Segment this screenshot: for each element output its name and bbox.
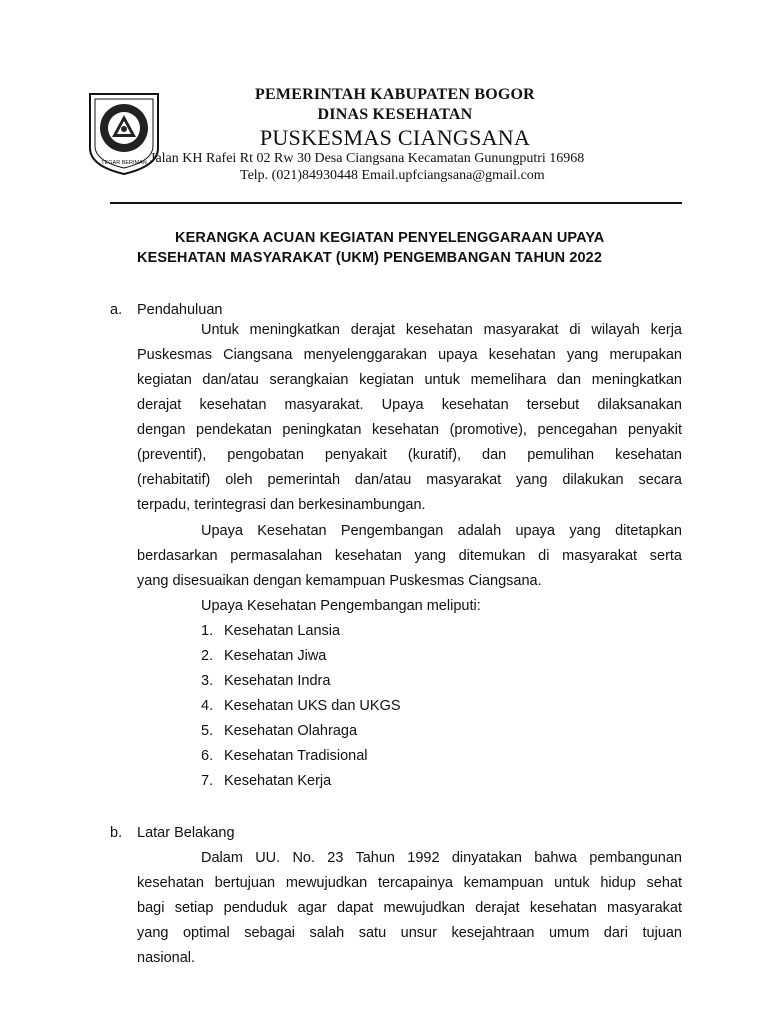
section-a-p1-line: Puskesmas Ciangsana menyelenggarakan upaya kesehatan yang merupakan xyxy=(137,347,682,363)
section-a-p1-line: (preventif), pengobatan penyakait (kuratif), dan pemulihan kesehatan xyxy=(137,447,682,463)
section-a-p2-line: yang disesuaikan dengan kemampuan Puskesmas Ciangsana. xyxy=(137,573,542,589)
list-item-number: 2. xyxy=(201,648,214,664)
kop-address: Jalan KH Rafei Rt 02 Rw 30 Desa Ciangsana Kecamatan Gunungputri 16968 xyxy=(150,151,585,166)
list-item: Kesehatan UKS dan UKGS xyxy=(224,698,401,714)
document-title-line-1: KERANGKA ACUAN KEGIATAN PENYELENGGARAAN UPAYA xyxy=(175,230,605,246)
list-item: Kesehatan Lansia xyxy=(224,623,341,639)
list-item: Kesehatan Olahraga xyxy=(224,723,358,739)
list-item: Kesehatan Indra xyxy=(224,673,331,689)
section-a-p1-line: Untuk meningkatkan derajat kesehatan masyarakat di wilayah kerja xyxy=(201,322,682,338)
kop-department: DINAS KESEHATAN xyxy=(317,106,473,123)
logo-motto: TEGAR BERIMAN xyxy=(101,160,147,166)
document-title-line-2: KESEHATAN MASYARAKAT (UKM) PENGEMBANGAN TAHUN 2022 xyxy=(137,250,602,266)
section-b-heading: Latar Belakang xyxy=(137,825,235,841)
list-item: Kesehatan Tradisional xyxy=(224,748,368,764)
kop-contact: Telp. (021)84930448 Email.upfciangsana@gmail.com xyxy=(240,168,545,183)
list-item-number: 4. xyxy=(201,698,214,714)
section-b-p1-line: kesehatan bertujuan mewujudkan tercapainya kemampuan untuk hidup sehat xyxy=(137,875,682,891)
list-item-number: 5. xyxy=(201,723,214,739)
section-b-marker: b. xyxy=(110,825,123,841)
section-b-p1-line: yang optimal sebagai salah satu unsur kesejahtraan umum dari tujuan xyxy=(137,925,682,941)
section-a-p1-line: dengan pendekatan peningkatan kesehatan (promotive), pencegahan penyakit xyxy=(137,422,682,438)
section-a-p1-line: (rehabitatif) oleh pemerintah dan/atau masyarakat yang dilakukan secara xyxy=(137,472,682,488)
section-a-p1-line: kegiatan dan/atau serangkaian kegiatan untuk memelihara dan meningkatkan xyxy=(137,372,682,388)
section-a-p2-line: berdasarkan permasalahan kesehatan yang ditemukan di masyarakat serta xyxy=(137,548,682,564)
list-item: Kesehatan Jiwa xyxy=(224,648,327,664)
section-a-heading: Pendahuluan xyxy=(137,302,223,318)
kop-institution: PUSKESMAS CIANGSANA xyxy=(259,125,531,150)
section-a-p2-line: Upaya Kesehatan Pengembangan adalah upaya yang ditetapkan xyxy=(201,523,682,539)
letterhead-divider xyxy=(110,202,682,204)
list-intro: Upaya Kesehatan Pengembangan meliputi: xyxy=(201,598,481,614)
list-item-number: 7. xyxy=(201,773,214,789)
section-a-marker: a. xyxy=(110,302,123,318)
section-b-p1-line: bagi setiap penduduk agar dapat mewujudkan derajat kesehatan masyarakat xyxy=(137,900,682,916)
list-item-number: 3. xyxy=(201,673,214,689)
section-a-p1-line: terpadu, terintegrasi dan berkesinambungan. xyxy=(137,497,426,513)
kop-government: PEMERINTAH KABUPATEN BOGOR xyxy=(255,86,535,103)
section-b-p1-line: Dalam UU. No. 23 Tahun 1992 dinyatakan bahwa pembangunan xyxy=(201,850,682,866)
section-b-p1-line: nasional. xyxy=(137,950,196,966)
list-item-number: 1. xyxy=(201,623,214,639)
list-item-number: 6. xyxy=(201,748,214,764)
list-item: Kesehatan Kerja xyxy=(224,773,332,789)
section-a-p1-line: derajat kesehatan masyarakat. Upaya kesehatan tersebut dilaksanakan xyxy=(137,397,682,413)
